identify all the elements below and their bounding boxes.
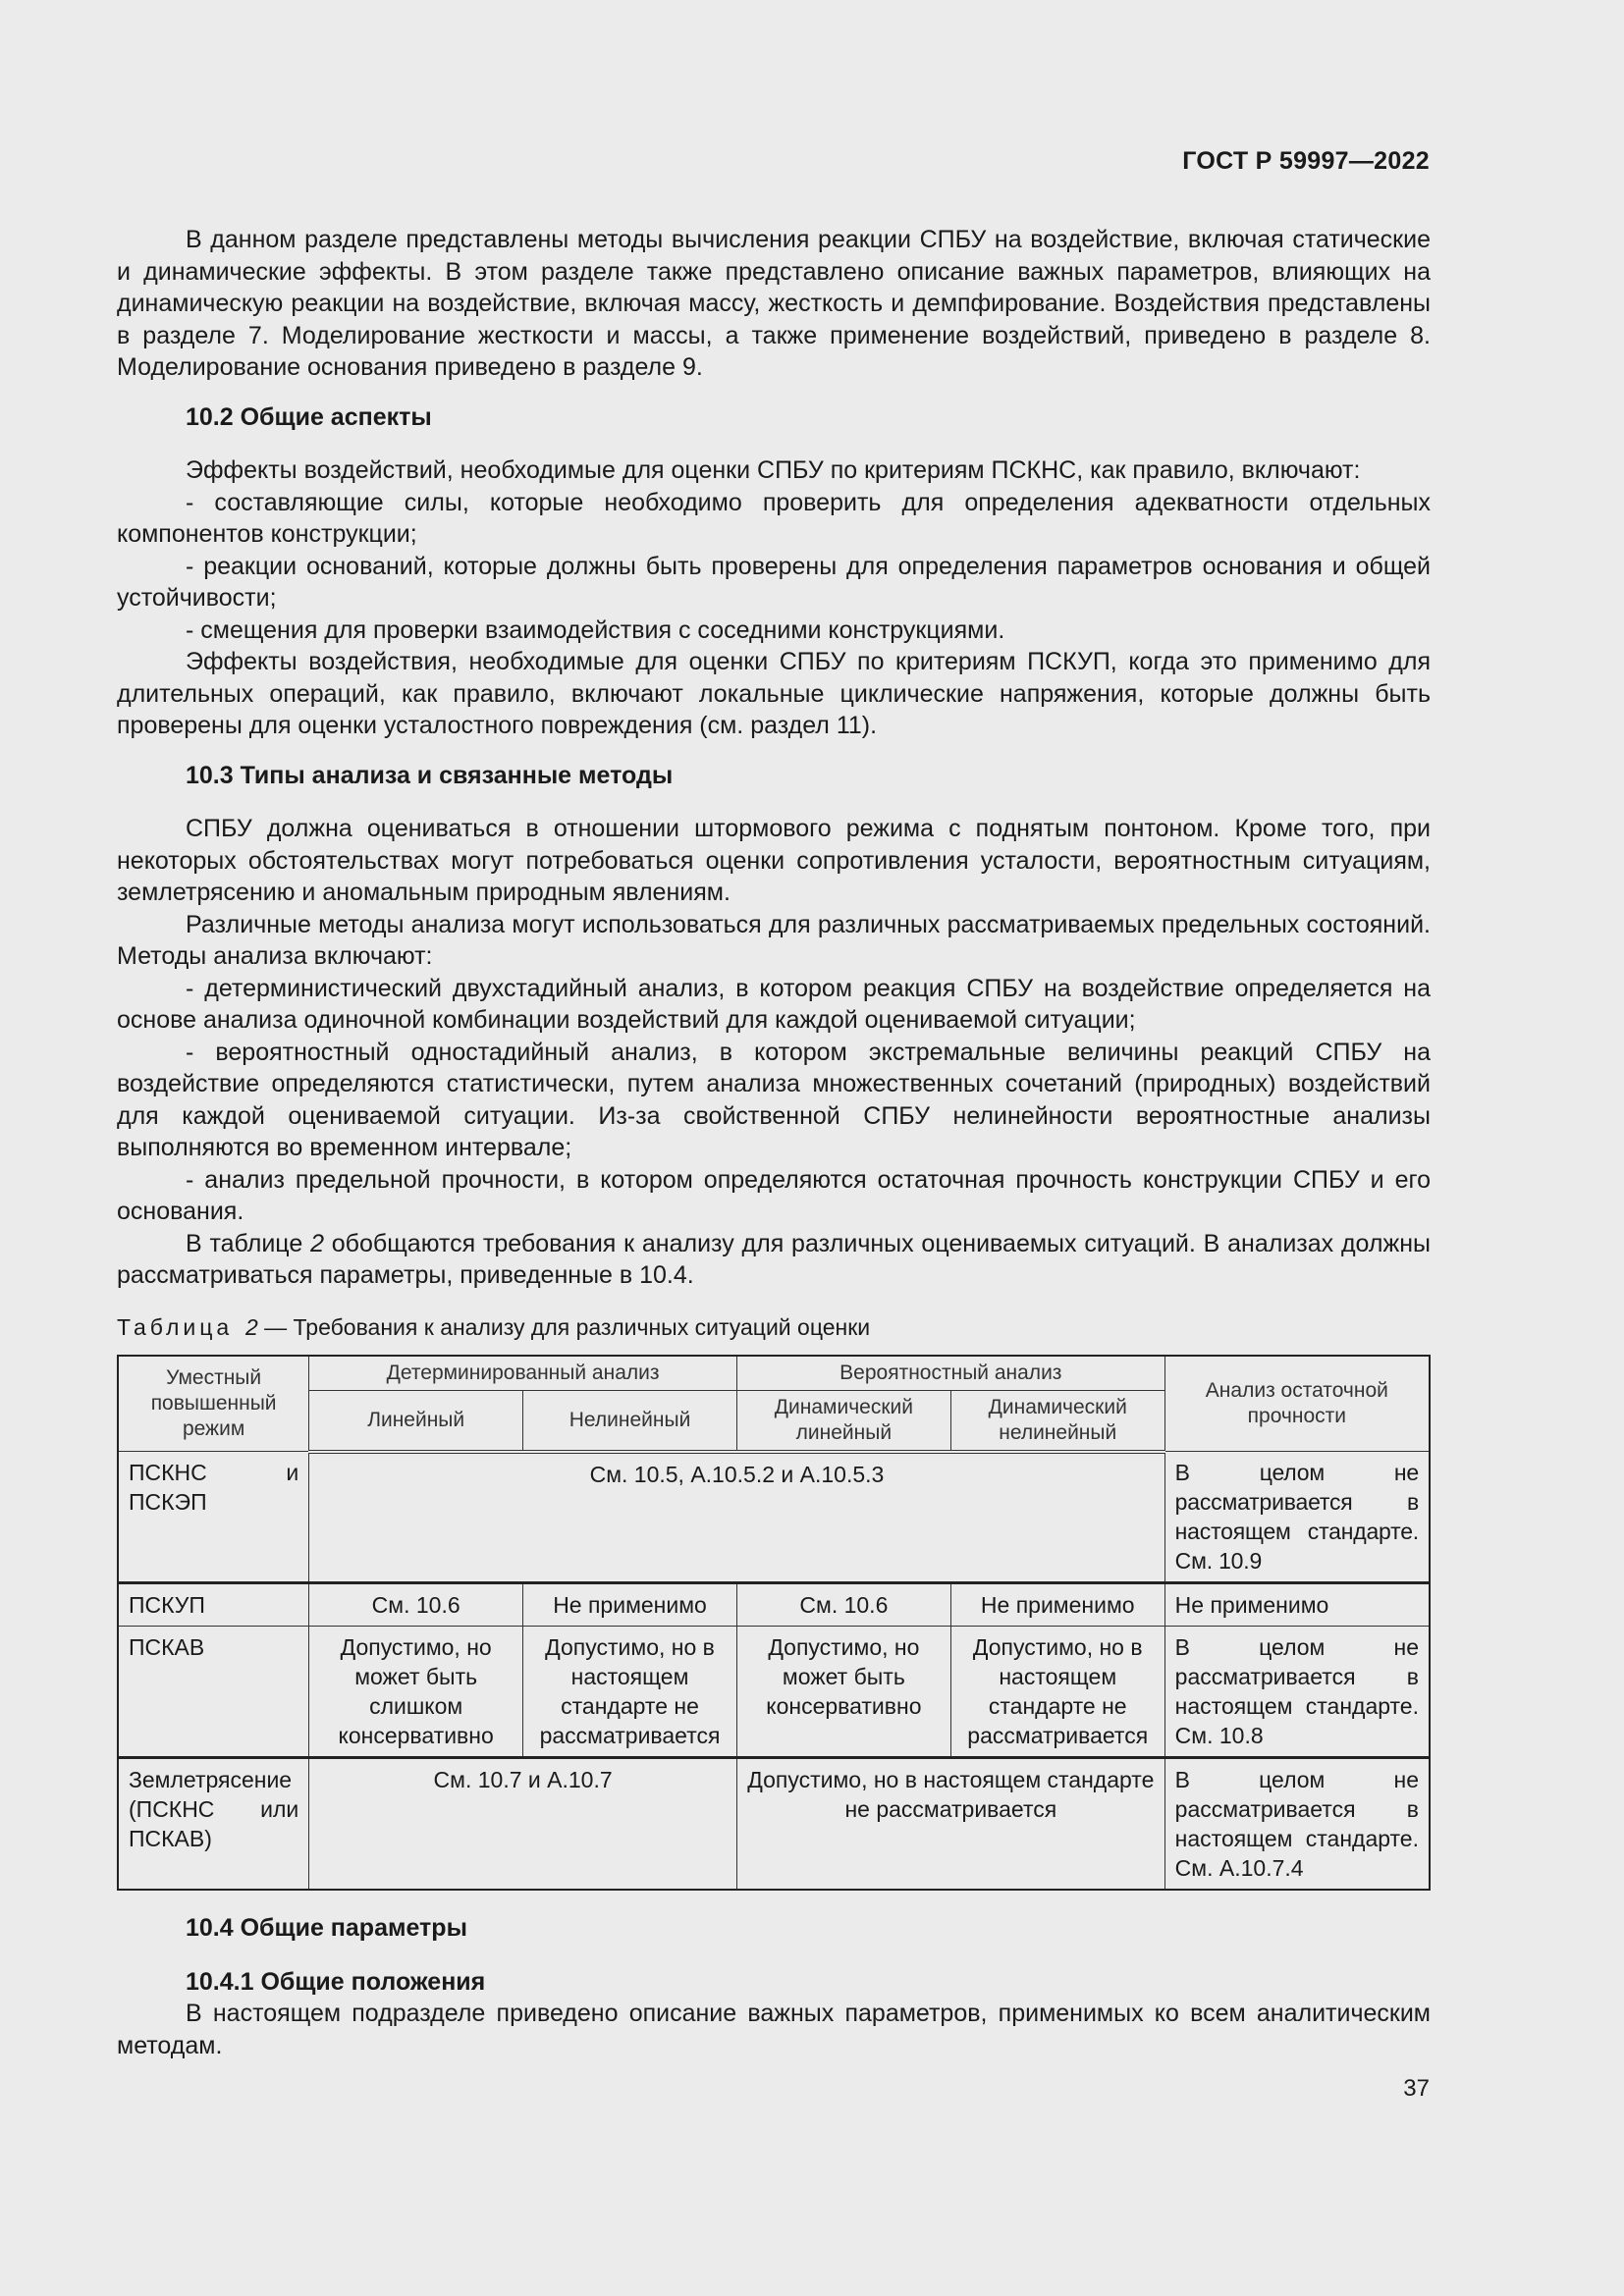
row-3-dynamic-linear: Допустимо, но может быть консервативно bbox=[736, 1627, 950, 1758]
page-content bbox=[117, 224, 1431, 2061]
table-row bbox=[118, 1583, 1430, 1627]
section-10-4-title: 10.4 Общие параметры bbox=[186, 1914, 467, 1942]
section-10-4-1-title: 10.4.1 Общие положения bbox=[186, 1967, 486, 1996]
para-3-text-b: обобщаются требования к анализу для различных оцениваемых ситуаций. В анализах должны рассматриваться параметры, приведенные в 10.4. bbox=[117, 1229, 1431, 1289]
intro-paragraph: В данном разделе представлены методы вычисления реакции СПБУ на воздействие, включая статические и динамические эффекты. В этом разделе также представлено описание важных параметров, влияющих на динамическую реакции на воздействие, включая массу, жесткость и демпфирование. Воздействия представлены в разделе 7. Моделирование жесткости и массы, а также применение воздействий, приведено в разделе 8. Моделирование основания приведено в разделе 9. bbox=[117, 226, 1431, 381]
row-4-deterministic: См. 10.7 и А.10.7 bbox=[309, 1758, 737, 1891]
row-2-mode: ПСКУП bbox=[118, 1583, 309, 1627]
row-2-dynamic-linear: См. 10.6 bbox=[736, 1583, 950, 1627]
page-number: 37 bbox=[1403, 2075, 1430, 2102]
table-row bbox=[118, 1627, 1430, 1758]
document-header: ГОСТ Р 59997—2022 bbox=[1182, 147, 1430, 175]
table-caption-number: 2 bbox=[244, 1313, 258, 1340]
section-10-3-para-1: СПБУ должна оцениваться в отношении штормового режима с поднятым понтоном. Кроме того, при некоторых обстоятельствах могут потребоваться оценки сопротивления усталости, вероятностным ситуациям, землетрясению и аномальным природным явлениям. bbox=[117, 815, 1431, 906]
table-row bbox=[118, 1758, 1430, 1891]
header-mode: Уместный повышенный режим bbox=[118, 1356, 309, 1452]
row-3-linear: Допустимо, но может быть слишком консервативно bbox=[309, 1627, 523, 1758]
row-4-probabilistic: Допустимо, но в настоящем стандарте не рассматривается bbox=[736, 1758, 1164, 1891]
section-10-4-1-para: В настоящем подразделе приведено описание важных параметров, применимых ко всем аналитическим методам. bbox=[117, 2000, 1431, 2059]
header-residual-strength: Анализ остаточной прочности bbox=[1164, 1356, 1430, 1452]
row-2-residual: Не применимо bbox=[1164, 1583, 1430, 1627]
section-10-3-para-2: Различные методы анализа могут использоваться для различных рассматриваемых предельных состояний. Методы анализа включают: bbox=[117, 910, 1431, 970]
section-10-2-para-2: Эффекты воздействия, необходимые для оценки СПБУ по критериям ПСКУП, когда это применимо для длительных операций, как правило, включают локальные циклические напряжения, которые должны быть проверены для оценки усталостного повреждения (см. раздел 11). bbox=[117, 648, 1431, 739]
header-deterministic: Детерминированный анализ bbox=[309, 1356, 737, 1391]
row-1-mode: ПСКНС и ПСКЭП bbox=[118, 1452, 309, 1583]
row-3-residual: В целом не рассматривается в настоящем стандарте. См. 10.8 bbox=[1164, 1627, 1430, 1758]
section-10-2-para-1: Эффекты воздействий, необходимые для оценки СПБУ по критериям ПСКНС, как правило, включают: bbox=[186, 456, 1361, 484]
row-4-mode: Землетрясение (ПСКНС или ПСКАВ) bbox=[118, 1758, 309, 1891]
section-10-2-list-item-3: - смещения для проверки взаимодействия с соседними конструкциями. bbox=[186, 615, 1005, 644]
header-linear: Линейный bbox=[309, 1390, 523, 1452]
header-nonlinear: Нелинейный bbox=[523, 1390, 737, 1452]
section-10-3-title: 10.3 Типы анализа и связанные методы bbox=[186, 761, 674, 789]
row-3-dynamic-nonlinear: Допустимо, но в настоящем стандарте не рассматривается bbox=[950, 1627, 1164, 1758]
row-2-linear: См. 10.6 bbox=[309, 1583, 523, 1627]
table-row bbox=[118, 1452, 1430, 1583]
section-10-2-list-item-2: - реакции оснований, которые должны быть проверены для определения параметров основания и общей устойчивости; bbox=[117, 552, 1431, 612]
header-dynamic-linear: Динамический линейный bbox=[736, 1390, 950, 1452]
para-3-text-a: В таблице bbox=[186, 1229, 311, 1257]
section-10-2-title: 10.2 Общие аспекты bbox=[186, 402, 432, 431]
section-10-3-list-item-3: - анализ предельной прочности, в котором определяются остаточная прочность конструкции СПБУ и его основания. bbox=[117, 1165, 1431, 1225]
section-10-3-para-3 bbox=[117, 1228, 1431, 1292]
row-4-residual: В целом не рассматривается в настоящем стандарте. См. А.10.7.4 bbox=[1164, 1758, 1430, 1891]
row-1-analysis-span: См. 10.5, А.10.5.2 и А.10.5.3 bbox=[309, 1452, 1164, 1583]
table-reference-number: 2 bbox=[310, 1229, 324, 1257]
row-1-residual: В целом не рассматривается в настоящем стандарте. См. 10.9 bbox=[1164, 1452, 1430, 1583]
row-2-dynamic-nonlinear: Не применимо bbox=[950, 1583, 1164, 1627]
row-2-nonlinear: Не применимо bbox=[523, 1583, 737, 1627]
header-dynamic-nonlinear: Динамический нелинейный bbox=[950, 1390, 1164, 1452]
header-probabilistic: Вероятностный анализ bbox=[736, 1356, 1164, 1391]
row-3-mode: ПСКАВ bbox=[118, 1627, 309, 1758]
row-3-nonlinear: Допустимо, но в настоящем стандарте не рассматривается bbox=[523, 1627, 737, 1758]
section-10-3-list-item-2: - вероятностный одностадийный анализ, в котором экстремальные величины реакций СПБУ на воздействие определяются статистически, путем анализа множественных сочетаний (природных) воздействий для каждой оцениваемой ситуации. Из-за свойственной СПБУ нелинейности вероятностные анализы выполняются во временном интервале; bbox=[117, 1038, 1431, 1161]
requirements-table bbox=[117, 1355, 1431, 1892]
table-caption-label: Таблица bbox=[117, 1313, 234, 1340]
section-10-2-list-item-1: - составляющие силы, которые необходимо проверить для определения адекватности отдельных компонентов конструкции; bbox=[117, 488, 1431, 548]
table-caption bbox=[117, 1313, 1431, 1341]
table-caption-text: — Требования к анализу для различных ситуаций оценки bbox=[257, 1313, 871, 1340]
section-10-3-list-item-1: - детерминистический двухстадийный анализ, в котором реакция СПБУ на воздействие определяется на основе анализа одиночной комбинации воздействий для каждой оцениваемой ситуации; bbox=[117, 974, 1431, 1034]
